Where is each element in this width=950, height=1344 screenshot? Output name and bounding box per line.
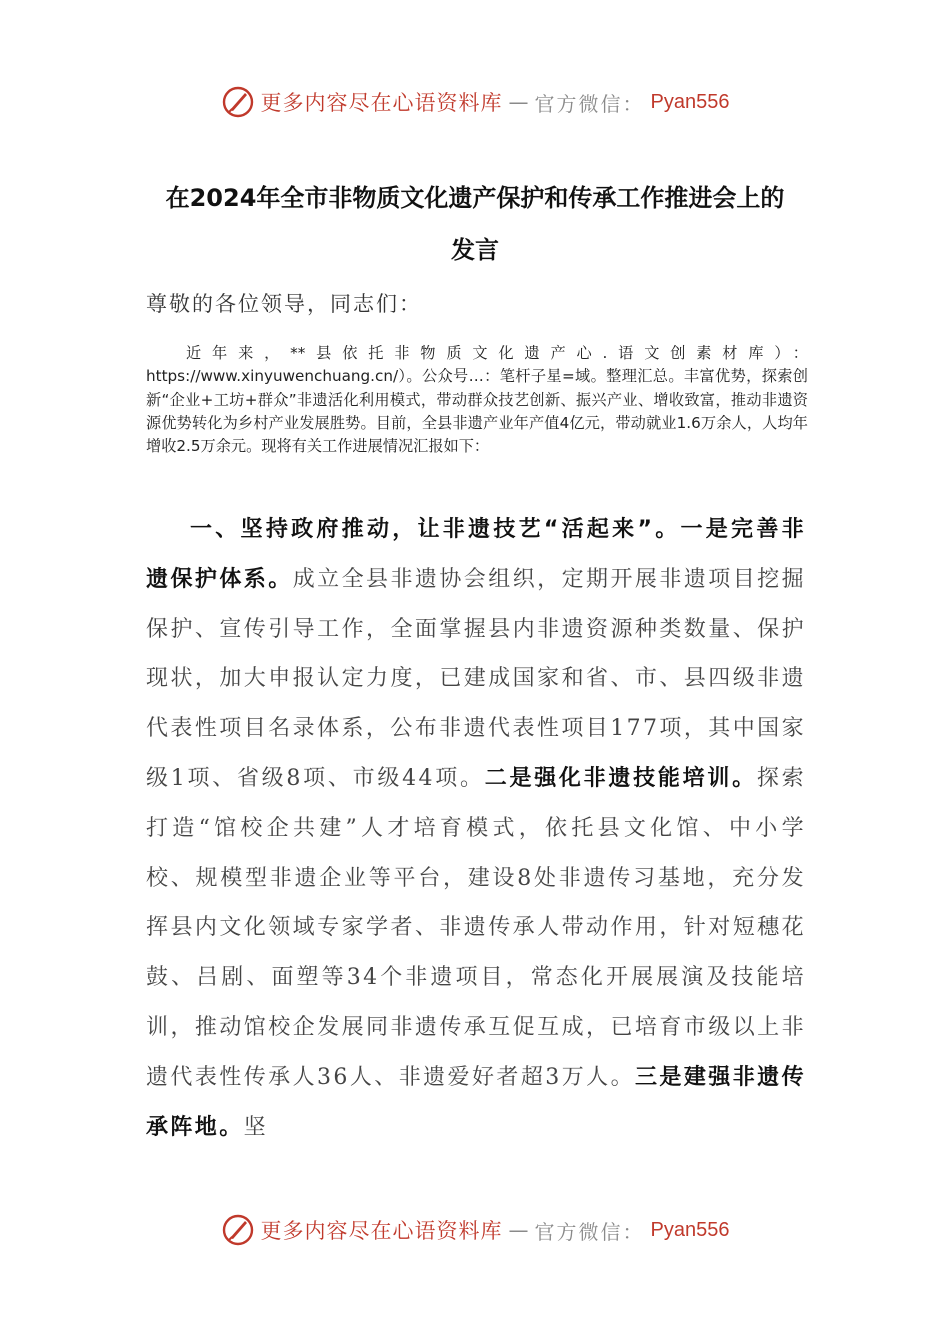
banner-separator: — [508, 1218, 529, 1242]
greeting: 尊敬的各位领导，同志们： [146, 292, 422, 316]
footer-banner [0, 1210, 950, 1250]
point-1-text: 成立全县非遗协会组织，定期开展非遗项目挖掘保护、宣传引导工作，全面掌握县内非遗资源种类数量、保护现状，加大申报认定力度，已建成国家和省、市、县四级非遗代表性项目名录体系，公布非遗代表性项目177项，其中国家级1项、省级8项、市级44项。 [146, 566, 807, 791]
banner-separator: — [508, 90, 529, 114]
title-line-2: 发言 [451, 236, 499, 264]
banner-label: 官方微信： [534, 1219, 645, 1244]
header-banner [0, 82, 950, 122]
point-2-title: 二是强化非遗技能培训。 [484, 765, 757, 791]
quill-seal-icon [221, 85, 255, 119]
section-1-heading: 一、坚持政府推动，让非遗技艺“活起来”。 [190, 517, 681, 542]
section-1-paragraph [146, 505, 806, 1152]
point-2-text: 探索打造“馆校企共建”人才培育模式，依托县文化馆、中小学校、规模型非遗企业等平台，建设8处非遗传习基地，充分发挥县内文化领域专家学者、非遗传承人带动作用，针对短穗花鼓、吕剧、面塑等34个非遗项目，常态化开展展演及技能培训，推动馆校企发展同非遗传承互促互成，已培育市级以上非遗代表性传承人36人、非遗爱好者超3万人。 [146, 765, 806, 1090]
document-title [120, 172, 830, 276]
banner-wechat-id: Pyan556 [650, 90, 730, 113]
point-3-title: 三是建强非遗传承阵地。 [146, 1064, 806, 1140]
title-line-1: 在2024年全市非物质文化遗产保护和传承工作推进会上的 [165, 184, 785, 212]
banner-wechat-id: Pyan556 [650, 1218, 730, 1241]
quill-seal-icon [221, 1213, 255, 1247]
point-3-text: 坚 [243, 1114, 269, 1140]
banner-label: 官方微信： [534, 91, 645, 116]
intro-paragraph: 近年来，**县依托非物质文化遗产心.语文创素材库）：https://www.xinyuwenchuang.cn/）。公众号…：笔杆子星=域。整理汇总。丰富优势，探索创新“企业+工坊+群众”非遗活化利用模式，带动群众技艺创新、振兴产业、增收致富，推动非遗资源优势转化为乡村产业发展胜势。目前，全县非遗产业年产值4亿元，带动就业1.6万余人，人均年增收2.5万余元。现将有关工作进展情况汇报如下： [146, 344, 808, 456]
banner-brand: 更多内容尽在心语资料库 [260, 1219, 503, 1243]
point-1-title: 一是完善非遗保护体系。 [146, 517, 806, 592]
banner-brand: 更多内容尽在心语资料库 [260, 91, 503, 115]
